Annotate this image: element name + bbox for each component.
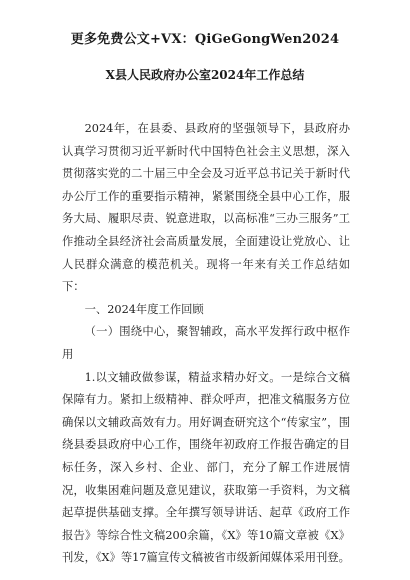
body-paragraph: 1.以文辅政做参谋，精益求精办好文。一是综合文稿保障有力。紧扣上级精神、群众呼声，把准文稿服务方位确保以文辅政高效有力。用好调查研究这个“传家宝”，围绕县委县政府中心工作，围绕年初政府工作报告确定的目标任务，深入乡村、企业、部门，充分了解工作进展情况，收集困难问题及意见建议，获取第一手资料，为文稿起草提供基础支撑。全年撰写领导讲话、起草《政府工作报告》等综合性文稿200余篇，《X》等10篇文章被《X》刊发，《X》等17篇宣传文稿被省市级新闻媒体采用刊登。 (62, 370, 350, 565)
subsection-heading: （一）围绕中心，聚智辅政，高水平发挥行政中枢作用 (62, 325, 350, 361)
section-heading: 一、2024年度工作回顾 (84, 302, 204, 316)
promo-header: 更多免费公文+VX：QiGeGongWen2024 (70, 32, 340, 47)
document-title: X县人民政府办公室2024年工作总结 (105, 68, 305, 82)
document-body (62, 118, 350, 570)
intro-paragraph: 2024年，在县委、县政府的坚强领导下，县政府办认真学习贯彻习近平新时代中国特色社会主义思想，深入贯彻落实党的二十届三中全会及习近平总书记关于新时代办公厅工作的重要指示精神，紧紧围绕全县中心工作，服务大局、履职尽责、锐意进取，以高标准“三办三服务”工作推动全县经济社会高质量发展，全面建设让党放心、让人民群众满意的模范机关。现将一年来有关工作总结如下： (62, 122, 350, 294)
